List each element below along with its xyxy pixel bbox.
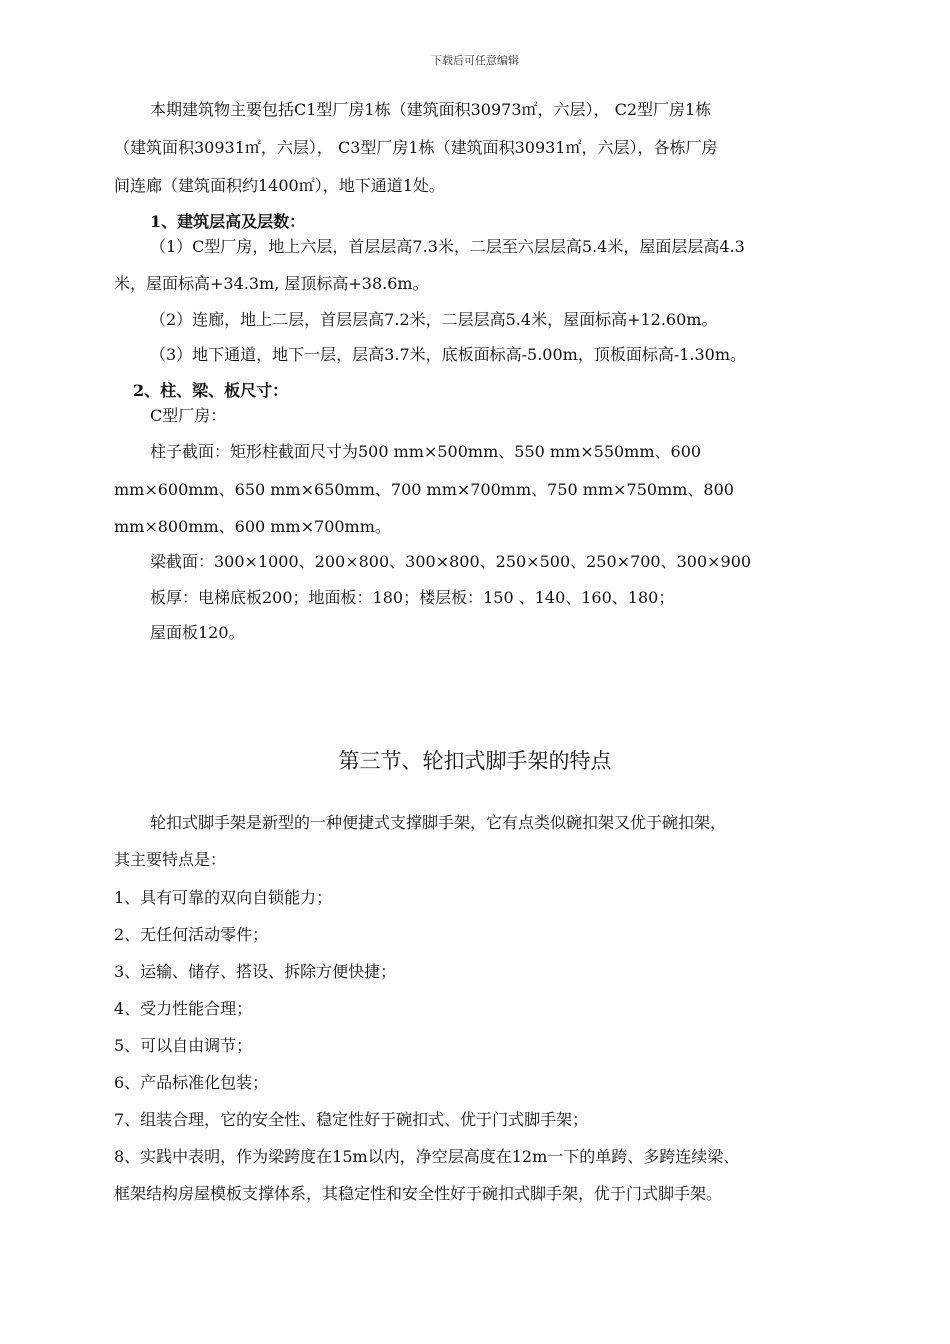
size-item-building: C型厂房： (150, 406, 227, 425)
floor-item-3: （3）地下通道，地下一层，层高3.7米，底板面标高-5.00m，顶板面标高-1.30m。 (150, 345, 747, 364)
feature-item-8-cont: 框架结构房屋模板支撑体系，其稳定性和安全性好于碗扣式脚手架，优于门式脚手架。 (114, 1184, 723, 1203)
floor-heading: 1、建筑层高及层数： (150, 212, 306, 231)
size-item-beam: 梁截面：300×1000、200×800、300×800、250×500、250×700、300×900 (150, 552, 752, 571)
feature-item-5: 5、可以自由调节； (114, 1036, 253, 1055)
floor-item-1-cont: 米，屋面标高+34.3m, 屋顶标高+38.6m。 (114, 274, 429, 293)
feature-item-1: 1、具有可靠的双向自锁能力； (114, 888, 333, 907)
feature-item-3: 3、运输、储存、搭设、拆除方便快捷； (114, 962, 397, 981)
feature-item-8: 8、实践中表明，作为梁跨度在15m以内，净空层高度在12m一下的单跨、多跨连续梁、 (114, 1147, 740, 1166)
features-intro-2: 其主要特点是： (114, 850, 227, 869)
feature-item-2: 2、无任何活动零件； (114, 925, 269, 944)
feature-item-6: 6、产品标准化包装； (114, 1073, 269, 1092)
size-item-slab: 板厚：电梯底板200；地面板：180；楼层板：150 、140、160、180； (150, 588, 675, 607)
floor-item-2: （2）连廊，地上二层，首层层高7.2米，二层层高5.4米，屋面标高+12.60m。 (150, 310, 718, 329)
intro-line-3: 间连廊（建筑面积约1400㎡），地下通道1处。 (114, 176, 445, 195)
feature-item-7: 7、组装合理，它的安全性、稳定性好于碗扣式、优于门式脚手架； (114, 1110, 589, 1129)
section-title: 第三节、轮扣式脚手架的特点 (338, 749, 612, 773)
page-header: 下载后可任意编辑 (431, 54, 519, 67)
intro-line-1: 本期建筑物主要包括C1型厂房1栋（建筑面积30973㎡，六层）， C2型厂房1栋 (150, 100, 712, 119)
floor-item-1: （1）C型厂房，地上六层，首层层高7.3米，二层至六层层高5.4米，屋面层层高4.3 (150, 237, 745, 256)
size-heading: 2、柱、梁、板尺寸： (133, 381, 289, 400)
size-item-roof-slab: 屋面板120。 (150, 623, 245, 642)
size-item-column-cont-1: mm×600mm、650 mm×650mm、700 mm×700mm、750 mm×750mm、800 (114, 480, 734, 499)
size-item-column: 柱子截面：矩形柱截面尺寸为500 mm×500mm、550 mm×550mm、600 (150, 442, 702, 461)
size-item-column-cont-2: mm×800mm、600 mm×700mm。 (114, 517, 391, 536)
feature-item-4: 4、受力性能合理； (114, 999, 253, 1018)
intro-line-2: （建筑面积30931㎡，六层）， C3型厂房1栋（建筑面积30931㎡，六层），各栋厂房 (114, 138, 718, 157)
features-intro-1: 轮扣式脚手架是新型的一种便捷式支撑脚手架，它有点类似碗扣架又优于碗扣架， (150, 813, 727, 832)
